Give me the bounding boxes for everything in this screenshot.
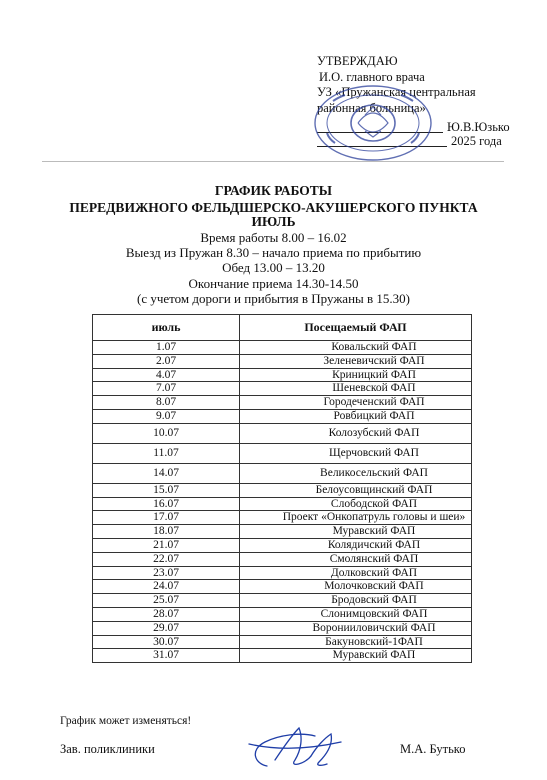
row-fap: Слободской ФАП	[240, 497, 472, 511]
row-date: 18.07	[93, 525, 240, 539]
row-fap: Колядичский ФАП	[240, 538, 472, 552]
row-date: 7.07	[93, 382, 240, 396]
table-row	[93, 621, 472, 635]
travel-note: (с учетом дороги и прибытия в Пружаны в 15.30)	[137, 291, 410, 306]
row-date: 17.07	[93, 511, 240, 525]
row-fap: Муравский ФАП	[240, 649, 472, 663]
lunch-info: Обед 13.00 – 13.20	[222, 260, 325, 275]
table-row	[93, 607, 472, 621]
schedule-table	[92, 314, 472, 663]
table-row	[93, 649, 472, 663]
table-row	[93, 525, 472, 539]
row-fap: Зеленевичский ФАП	[240, 354, 472, 368]
row-fap: Колозубский ФАП	[240, 423, 472, 443]
row-date: 28.07	[93, 607, 240, 621]
row-date: 21.07	[93, 538, 240, 552]
table-row	[93, 396, 472, 410]
header-month: июль	[93, 315, 240, 341]
row-fap: Молочковский ФАП	[240, 580, 472, 594]
approval-heading: УТВЕРЖДАЮ	[317, 54, 398, 68]
table-row	[93, 341, 472, 355]
table-row	[93, 483, 472, 497]
schedule-month: ИЮЛЬ	[251, 214, 296, 229]
signer-name: М.А. Бутько	[400, 742, 466, 756]
departure-info: Выезд из Пружан 8.30 – начало приема по прибытию	[125, 245, 422, 260]
approval-org-line1: УЗ «Пружанская центральная	[317, 85, 476, 99]
row-date: 9.07	[93, 409, 240, 423]
table-row	[93, 423, 472, 443]
row-date: 30.07	[93, 635, 240, 649]
table-row	[93, 463, 472, 483]
row-fap: Ковальский ФАП	[240, 341, 472, 355]
row-fap: Смолянский ФАП	[240, 552, 472, 566]
table-row	[93, 552, 472, 566]
table-row	[93, 382, 472, 396]
approval-position: И.О. главного врача	[319, 69, 425, 84]
row-fap: Бакуновский-1ФАП	[240, 635, 472, 649]
table-row	[93, 368, 472, 382]
row-date: 4.07	[93, 368, 240, 382]
row-fap: Великосельский ФАП	[240, 463, 472, 483]
table-row	[93, 566, 472, 580]
table-row	[93, 580, 472, 594]
schedule-title: ГРАФИК РАБОТЫ	[214, 183, 333, 198]
row-date: 23.07	[93, 566, 240, 580]
approval-org-line2: районная больница»	[317, 100, 426, 115]
row-fap: Долковский ФАП	[240, 566, 472, 580]
schedule-subtitle: ПЕРЕДВИЖНОГО ФЕЛЬДШЕРСКО-АКУШЕРСКОГО ПУНКТА	[69, 200, 478, 215]
row-date: 11.07	[93, 443, 240, 463]
row-date: 25.07	[93, 594, 240, 608]
row-fap: Городеченский ФАП	[240, 396, 472, 410]
working-hours: Время работы 8.00 – 16.02	[200, 230, 347, 245]
row-date: 24.07	[93, 580, 240, 594]
row-fap: Бродовский ФАП	[240, 594, 472, 608]
schedule-change-note: График может изменяться!	[60, 715, 192, 727]
row-fap: Проект «Онкопатруль головы и шеи»	[240, 511, 472, 525]
row-fap: Криницкий ФАП	[240, 368, 472, 382]
table-row	[93, 497, 472, 511]
row-date: 16.07	[93, 497, 240, 511]
row-fap: Ровбицкий ФАП	[240, 409, 472, 423]
row-date: 29.07	[93, 621, 240, 635]
header-fap: Посещаемый ФАП	[240, 315, 472, 341]
table-row	[93, 354, 472, 368]
row-fap: Слонимцовский ФАП	[240, 607, 472, 621]
row-fap: Шеневской ФАП	[240, 382, 472, 396]
table-row	[93, 409, 472, 423]
approval-signatory: Ю.В.Юзько	[447, 120, 510, 134]
table-row	[93, 635, 472, 649]
row-date: 8.07	[93, 396, 240, 410]
table-row	[93, 443, 472, 463]
row-fap: Воронииловичский ФАП	[240, 621, 472, 635]
row-date: 22.07	[93, 552, 240, 566]
header-divider	[42, 161, 504, 162]
handwritten-signature-icon	[245, 720, 355, 772]
table-row	[93, 594, 472, 608]
row-date: 15.07	[93, 483, 240, 497]
approval-year: 2025 года	[451, 134, 502, 148]
row-date: 2.07	[93, 354, 240, 368]
reception-end: Окончание приема 14.30-14.50	[188, 276, 359, 291]
table-row	[93, 511, 472, 525]
row-fap: Муравский ФАП	[240, 525, 472, 539]
table-row	[93, 538, 472, 552]
row-date: 31.07	[93, 649, 240, 663]
row-date: 10.07	[93, 423, 240, 443]
signer-role: Зав. поликлиники	[60, 742, 155, 756]
table-header-row	[93, 315, 472, 341]
row-date: 14.07	[93, 463, 240, 483]
row-fap: Щерчовский ФАП	[240, 443, 472, 463]
row-date: 1.07	[93, 341, 240, 355]
seal-stamp-icon	[313, 83, 433, 161]
row-fap: Белоусовщинский ФАП	[240, 483, 472, 497]
